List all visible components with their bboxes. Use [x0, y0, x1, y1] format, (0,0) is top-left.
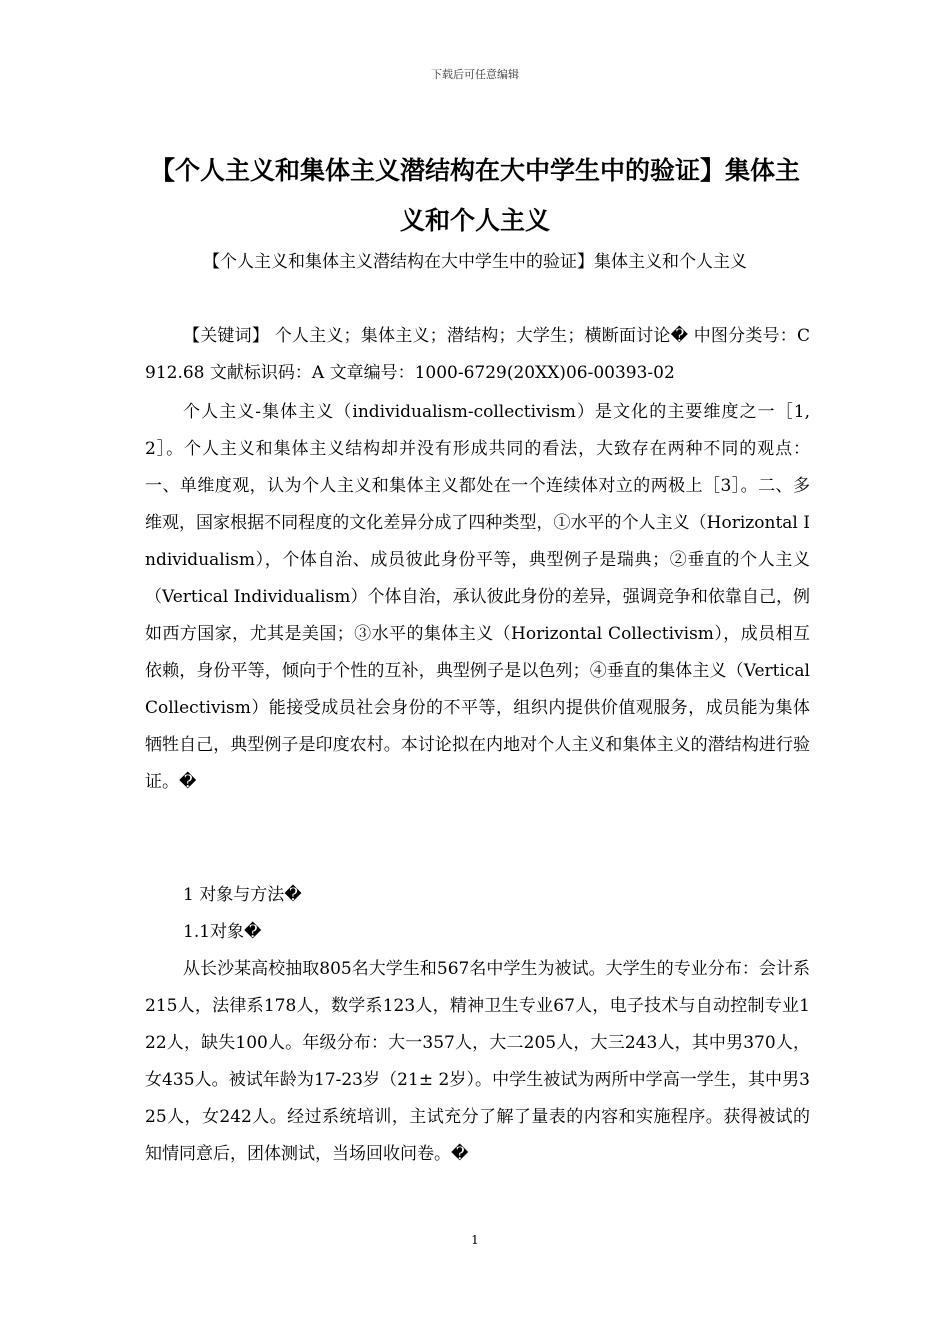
document-subtitle: 【个人主义和集体主义潜结构在大中学生中的验证】集体主义和个人主义	[203, 252, 747, 272]
introduction-paragraph: 个人主义-集体主义（individualism-collectivism）是文化的主要维度之一［1,2］。个人主义和集体主义结构却并没有形成共同的看法，大致存在两种不同的观点：一、单维度观，认为个人主义和集体主义都处在一个连续体对立的两极上［3］。二、多维观，国家根据不同程度的文化差异分成了四种类型，①水平的个人主义（Horizontal Individualism），个体自治、成员彼此身份平等，典型例子是瑞典；②垂直的个人主义（Vertical Individualism）个体自治，承认彼此身份的差异，强调竞争和依靠自己，例如西方国家，尤其是美国；③水平的集体主义（Horizontal Collectivism），成员相互依赖，身份平等，倾向于个性的互补，典型例子是以色列；④垂直的集体主义（Vertical Collectivism）能接受成员社会身份的不平等，组织内提供价值观服务，成员能为集体牺牲自己，典型例子是印度农村。本讨论拟在内地对个人主义和集体主义的潜结构进行验证。�	[145, 402, 810, 792]
page-number: 1	[471, 1233, 479, 1247]
methods-block	[145, 877, 810, 1173]
subjects-paragraph: 从长沙某高校抽取805名大学生和567名中学生为被试。大学生的专业分布：会计系215人，法律系178人，数学系123人，精神卫生专业67人，电子技术与自动控制专业122人，缺失100人。年级分布：大一357人，大二205人，大三243人，其中男370人，女435人。被试年龄为17-23岁（21± 2岁）。中学生被试为两所中学高一学生，其中男325人，女242人。经过系统培训，主试充分了解了量表的内容和实施程序。获得被试的知情同意后，团体测试，当场回收问卷。�	[145, 959, 810, 1164]
subsection-heading: 1.1对象�	[183, 922, 262, 942]
section-heading: 1 对象与方法�	[183, 885, 302, 905]
document-title: 【个人主义和集体主义潜结构在大中学生中的验证】集体主义和个人主义	[149, 156, 800, 235]
introduction-block	[145, 394, 810, 801]
keywords-block	[145, 318, 810, 392]
header-note: 下载后可任意编辑	[431, 68, 519, 81]
keywords-paragraph: 【关键词】 个人主义；集体主义；潜结构；大学生；横断面讨论� 中图分类号：C912.68 文献标识码：A 文章编号：1000-6729(20XX)06-00393-02	[145, 326, 810, 383]
